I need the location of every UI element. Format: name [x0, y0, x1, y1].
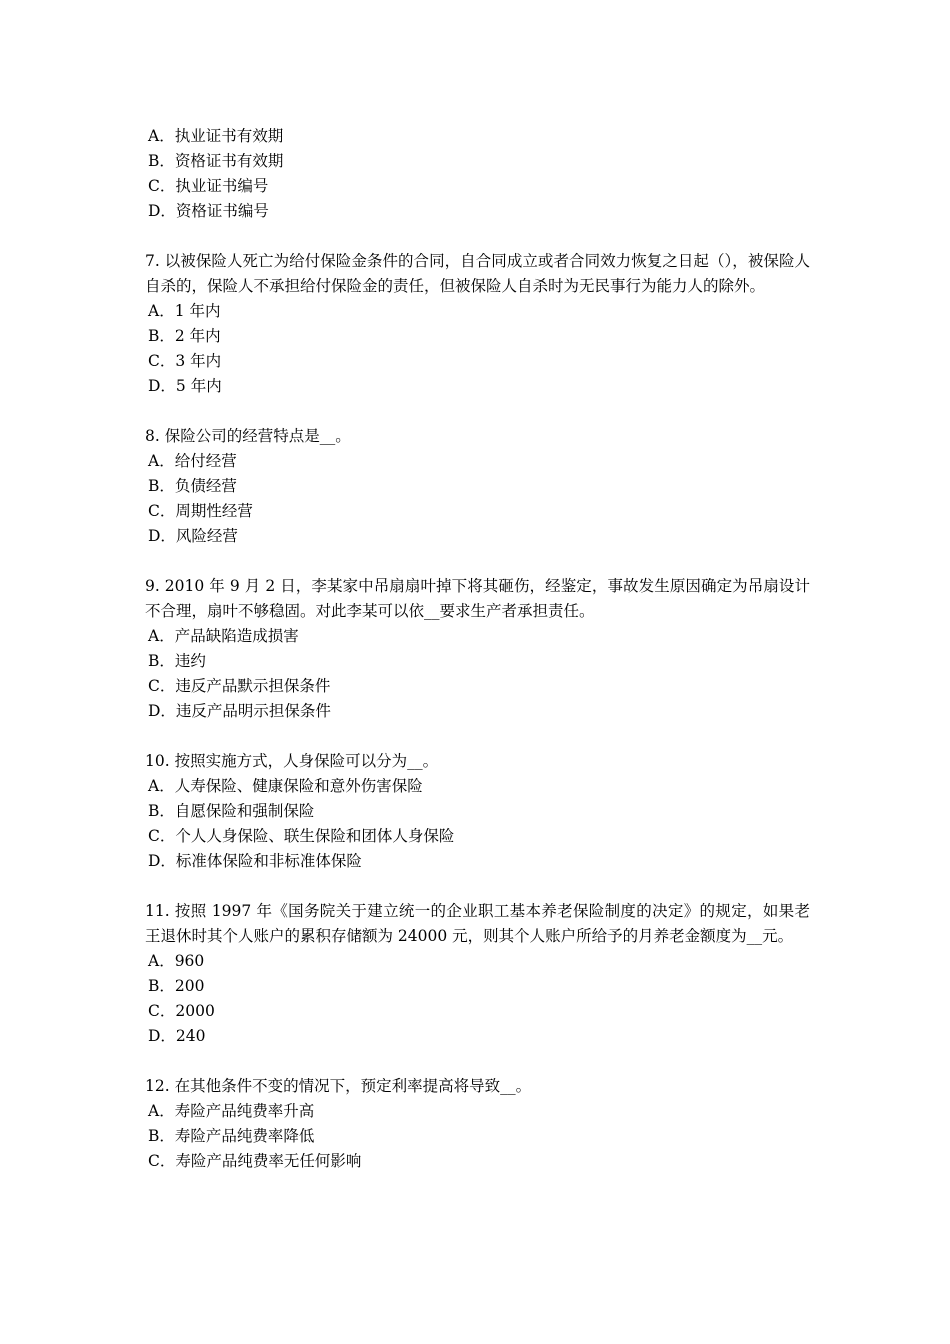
option-c: C．执业证书编号 [148, 177, 269, 195]
option-c: C．周期性经营 [148, 502, 253, 520]
question-block [145, 249, 810, 399]
option-d: D．5 年内 [148, 377, 222, 395]
spacer [145, 1049, 810, 1074]
question-block [145, 749, 810, 874]
option-c: C．个人人身保险、联生保险和团体人身保险 [148, 827, 455, 845]
question-stem: 9. 2010 年 9 月 2 日，李某家中吊扇扇叶掉下将其砸伤，经鉴定，事故发生原因确定为吊扇设计不合理，扇叶不够稳固。对此李某可以依__要求生产者承担责任。 [145, 577, 810, 620]
option-c: C．违反产品默示担保条件 [148, 677, 331, 695]
option-d: D．违反产品明示担保条件 [148, 702, 331, 720]
option-b: B．违约 [148, 652, 206, 670]
question-block [145, 899, 810, 1049]
question-block [145, 574, 810, 724]
option-b: B．资格证书有效期 [148, 152, 284, 170]
option-b: B．200 [148, 977, 205, 995]
option-d: D．资格证书编号 [148, 202, 269, 220]
option-a: A．给付经营 [148, 452, 237, 470]
option-a: A．人寿保险、健康保险和意外伤害保险 [148, 777, 423, 795]
question-stem: 7. 以被保险人死亡为给付保险金条件的合同，自合同成立或者合同效力恢复之日起（），被保险人自杀的，保险人不承担给付保险金的责任，但被保险人自杀时为无民事行为能力人的除外。 [145, 252, 810, 295]
option-a: A．960 [148, 952, 205, 970]
spacer [145, 399, 810, 424]
option-a: A．产品缺陷造成损害 [148, 627, 299, 645]
question-stem: 10. 按照实施方式，人身保险可以分为__。 [145, 752, 439, 770]
question-block [145, 424, 810, 549]
question-stem: 12. 在其他条件不变的情况下，预定利率提高将导致__。 [145, 1077, 532, 1095]
option-b: B．2 年内 [148, 327, 221, 345]
option-b: B．自愿保险和强制保险 [148, 802, 315, 820]
question-stem: 11. 按照 1997 年《国务院关于建立统一的企业职工基本养老保险制度的决定》的规定，如果老王退休时其个人账户的累积存储额为 24000 元，则其个人账户所给予的月养老金额度为__元。 [145, 902, 810, 945]
question-stem: 8. 保险公司的经营特点是__。 [145, 427, 351, 445]
option-c: C．3 年内 [148, 352, 222, 370]
option-c: C．寿险产品纯费率无任何影响 [148, 1152, 362, 1170]
option-a: A．1 年内 [148, 302, 221, 320]
question-block [145, 124, 810, 224]
spacer [145, 224, 810, 249]
spacer [145, 874, 810, 899]
document-page [145, 124, 810, 1174]
option-d: D．240 [148, 1027, 206, 1045]
option-a: A．寿险产品纯费率升高 [148, 1102, 315, 1120]
option-a: A．执业证书有效期 [148, 127, 284, 145]
option-d: D．标准体保险和非标准体保险 [148, 852, 362, 870]
option-c: C．2000 [148, 1002, 215, 1020]
spacer [145, 724, 810, 749]
option-b: B．负债经营 [148, 477, 237, 495]
option-d: D．风险经营 [148, 527, 238, 545]
question-block [145, 1074, 810, 1174]
spacer [145, 549, 810, 574]
option-b: B．寿险产品纯费率降低 [148, 1127, 315, 1145]
